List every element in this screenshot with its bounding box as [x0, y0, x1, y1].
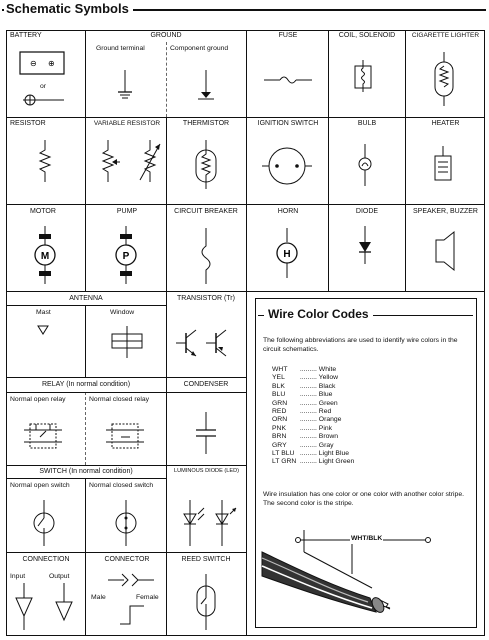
label-horn: HORN — [277, 208, 299, 215]
label-connector: CONNECTOR — [104, 556, 150, 563]
label-switch-no: Normal open switch — [10, 482, 70, 489]
label-antenna: ANTENNA — [69, 295, 103, 302]
label-mast: Mast — [36, 309, 51, 316]
wire-color-name: Black — [318, 382, 336, 390]
label-coil: COIL, SOLENOID — [338, 32, 396, 39]
horn-letter: H — [283, 249, 291, 260]
wire-code-dots: ......... — [298, 382, 319, 390]
label-led: LUMINOUS DIODE (LED) — [174, 468, 239, 474]
label-reed-switch: REED SWITCH — [181, 556, 231, 563]
page-title: Schematic Symbols — [4, 1, 133, 16]
wire-color-name: Light Green — [318, 458, 355, 466]
wire-code: WHT — [272, 366, 288, 373]
label-ground: GROUND — [150, 32, 182, 39]
label-motor: MOTOR — [30, 208, 56, 215]
label-female: Female — [136, 594, 159, 601]
label-input: Input — [10, 573, 26, 580]
wire-code-dots: ......... — [298, 374, 319, 382]
label-ground-terminal: Ground terminal — [96, 45, 145, 52]
wire-code-dots: ......... — [298, 441, 319, 449]
motor-letter: M — [40, 251, 50, 262]
label-relay-nc: Normal closed relay — [89, 396, 150, 403]
label-condenser: CONDENSER — [183, 381, 229, 388]
wire-code: GRY — [272, 441, 287, 449]
wire-color-name: Light Blue — [318, 450, 350, 458]
label-battery: BATTERY — [10, 32, 42, 39]
wire-code-dots: ......... — [298, 416, 319, 424]
label-fuse: FUSE — [278, 32, 298, 39]
label-output: Output — [49, 573, 70, 580]
wire-color-title: Wire Color Codes — [264, 307, 373, 321]
wire-intro: The following abbreviations are used to identify wire colors in the circuit schematics. — [263, 337, 458, 353]
label-diode: DIODE — [355, 208, 379, 215]
label-variable-resistor: VARIABLE RESISTOR — [93, 120, 161, 127]
label-switch: SWITCH (In normal condition) — [39, 468, 133, 475]
wire-color-name: Blue — [318, 391, 333, 399]
label-ignition-switch: IGNITION SWITCH — [257, 120, 319, 127]
label-window: Window — [110, 309, 135, 316]
wire-color-name: Brown — [318, 433, 339, 441]
label-circuit-breaker: CIRCUIT BREAKER — [174, 208, 238, 215]
label-male: Male — [91, 594, 106, 601]
wire-code: LT GRN — [272, 458, 297, 466]
wire-code-dots: ......... — [298, 366, 319, 373]
label-transistor: TRANSISTOR (Tr) — [177, 295, 235, 302]
wire-color-name: White — [318, 366, 337, 373]
wire-note: Wire insulation has one color or one color with another color stripe. The second color is the stripe. — [263, 491, 464, 507]
label-relay: RELAY (In normal condition) — [41, 381, 131, 388]
label-heater: HEATER — [431, 120, 460, 127]
wire-color-name: Red — [318, 408, 332, 416]
wire-code-dots: ......... — [298, 391, 319, 399]
label-relay-no: Normal open relay — [10, 396, 66, 403]
label-connection: CONNECTION — [22, 556, 70, 563]
svg-text:⊖: ⊖ — [30, 59, 37, 68]
wire-color-name: Green — [318, 399, 338, 407]
wire-code: LT BLU — [272, 450, 295, 458]
wire-code: YEL — [272, 374, 285, 382]
wire-code: GRN — [272, 399, 288, 407]
label-speaker: SPEAKER, BUZZER — [413, 208, 478, 215]
svg-text:⊕: ⊕ — [48, 59, 55, 68]
label-thermistor: THERMISTOR — [182, 120, 230, 127]
wire-code-dots: ......... — [298, 433, 319, 441]
wire-label: WHT/BLK — [351, 535, 383, 542]
label-battery-or: or — [40, 83, 47, 90]
wire-color-name: Orange — [318, 416, 342, 424]
wire-code-dots: ......... — [298, 399, 319, 407]
wire-code-dots: ......... — [298, 424, 319, 432]
wire-code: RED — [272, 408, 287, 416]
wire-code: BLU — [272, 391, 286, 399]
wire-color-name: Pink — [318, 424, 333, 432]
wire-color-name: Gray — [318, 441, 334, 449]
pump-letter: P — [122, 251, 130, 262]
label-resistor: RESISTOR — [10, 120, 46, 127]
label-bulb: BULB — [357, 120, 377, 127]
label-component-ground: Component ground — [170, 45, 229, 52]
label-switch-nc: Normal closed switch — [89, 482, 154, 489]
wire-code-dots: ......... — [298, 458, 319, 466]
wire-code: ORN — [272, 416, 288, 424]
label-cigarette-lighter: CIGARETTE LIGHTER — [411, 32, 480, 39]
wire-code: BRN — [272, 433, 287, 441]
wire-code: BLK — [272, 382, 285, 390]
wire-code-dots: ......... — [298, 450, 319, 458]
wire-color-name: Yellow — [318, 374, 339, 382]
wire-code: PNK — [272, 424, 286, 432]
label-pump: PUMP — [116, 208, 138, 215]
wire-code-dots: ......... — [298, 408, 319, 416]
